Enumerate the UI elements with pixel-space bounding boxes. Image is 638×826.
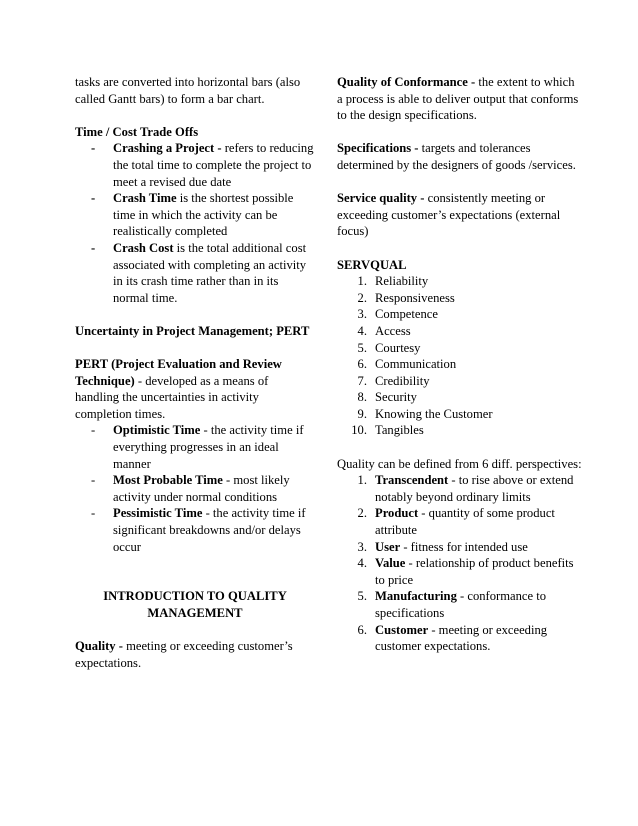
service-quality-paragraph: Service quality - consistently meeting or exceeding customer’s expectations (external focus) [337, 191, 561, 239]
list-item: 1. Reliability [357, 274, 429, 289]
servqual-heading: SERVQUAL [337, 257, 407, 272]
specifications-paragraph: Specifications - targets and tolerances determined by the designers of goods /services. [337, 141, 576, 172]
list-item: 3. Competence [357, 307, 438, 322]
list-item: - Crash Cost is the total additional cost associated with completing an activity in its crash time rather than in its normal time. [91, 240, 307, 305]
list-item: 1. Transcendent - to rise above or extend notably beyond ordinary limits [357, 473, 574, 504]
right-column [337, 74, 582, 655]
quality-management-heading: INTRODUCTION TO QUALITY MANAGEMENT [103, 589, 287, 620]
left-column [75, 74, 315, 671]
perspectives-intro: Quality can be defined from 6 diff. perspectives: [337, 456, 582, 471]
list-item: - Crash Time is the shortest possible time in which the activity can be realistically completed [91, 191, 294, 239]
list-item: 6. Customer - meeting or exceeding customer expectations. [357, 622, 548, 654]
servqual-list [337, 273, 582, 439]
times-list [75, 422, 315, 555]
pert-paragraph: PERT (Project Evaluation and Review Technique) - developed as a means of handling the uncertainties in activity completion times. [75, 357, 282, 421]
list-item: - Optimistic Time - the activity time if everything progresses in an ideal manner [91, 423, 304, 471]
list-item: 4. Access [357, 323, 411, 338]
list-item: 5. Courtesy [357, 340, 421, 355]
list-item: 2. Responsiveness [357, 290, 455, 305]
conformance-paragraph: Quality of Conformance - the extent to which a process is able to deliver output that conforms to the design specifications. [337, 75, 579, 123]
quality-paragraph: Quality - meeting or exceeding customer’s expectations. [75, 639, 293, 670]
list-item: 4. Value - relationship of product benefits to price [357, 556, 574, 587]
list-item: 8. Security [357, 390, 417, 405]
tradeoffs-list [75, 140, 315, 306]
list-item: - Crashing a Project - refers to reducing the total time to complete the project to meet a revised due date [91, 141, 314, 189]
list-item: - Most Probable Time - most likely activity under normal conditions [91, 473, 290, 504]
list-item: 6. Communication [357, 357, 457, 372]
uncertainty-heading: Uncertainty in Project Management; PERT [75, 323, 310, 338]
list-item: 10. Tangibles [351, 423, 424, 438]
list-item: 7. Credibility [357, 373, 430, 388]
list-item: 3. User - fitness for intended use [357, 539, 528, 554]
intro-paragraph: tasks are converted into horizontal bars (also called Gantt bars) to form a bar chart. [75, 75, 301, 106]
list-item: 5. Manufacturing - conformance to specifications [357, 589, 547, 620]
list-item: - Pessimistic Time - the activity time if significant breakdowns and/or delays occur [91, 506, 306, 554]
list-item: 9. Knowing the Customer [357, 406, 493, 421]
tradeoffs-heading: Time / Cost Trade Offs [75, 124, 199, 139]
list-item: 2. Product - quantity of some product attribute [357, 506, 555, 538]
perspectives-list [337, 472, 582, 655]
